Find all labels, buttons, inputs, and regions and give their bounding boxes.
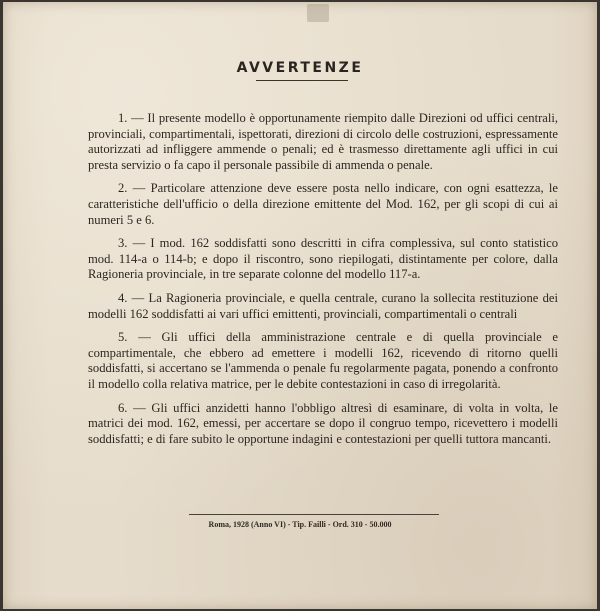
printer-imprint: Roma, 1928 (Anno VI) - Tip. Failli - Ord. 310 - 50.000	[208, 520, 392, 529]
document-page	[3, 2, 597, 609]
paragraph-3: 3. — I mod. 162 soddisfatti sono descritti in cifra complessiva, sul conto statistico mod. 114-a o 114-b; e dopo il riscontro, sono riepilogati, distintamente per colore, dalla Ragioneria provinciale, in tre separate colonne del modello 117-a.	[88, 236, 558, 282]
document-body	[88, 111, 558, 455]
paragraph-6: 6. — Gli uffici anzidetti hanno l'obbligo altresì di esaminare, di volta in volta, le matrici dei mod. 162, emessi, per accertare se dopo il congruo tempo, ricevettero i modelli soddisfatti; e di fare subito le opportune indagini e contestazioni per quelli tuttora mancanti.	[88, 400, 558, 446]
stamp-mark	[307, 4, 329, 22]
footer-rule	[189, 514, 439, 515]
document-title: AVVERTENZE	[236, 60, 364, 76]
paragraph-1: 1. — Il presente modello è opportunamente riempito dalle Direzioni od uffici centrali, provinciali, compartimentali, ispettorati, direzioni di circolo delle costruzioni, espressamente autorizzati ad infliggere ammende o penali; ed è trasmesso direttamente agli uffici in cui presta servizio o fa capo il personale passibile di ammenda o penale.	[88, 111, 558, 172]
paragraph-4: 4. — La Ragioneria provinciale, e quella centrale, curano la sollecita restituzione dei modelli 162 soddisfatti ai vari uffici emittenti, provinciali, compartimentali o centrali	[88, 290, 558, 321]
paragraph-2: 2. — Particolare attenzione deve essere posta nello indicare, con ogni esattezza, le caratteristiche dell'ufficio o della direzione emittente del Mod. 162, per gli scopi di cui ai numeri 5 e 6.	[88, 181, 558, 227]
title-underline	[256, 80, 348, 81]
paragraph-5: 5. — Gli uffici della amministrazione centrale e di quella provinciale e compartimentale, che ebbero ad emettere i modelli 162, ricevendo di ritorno quelli soddisfatti, si accertano se l'ammenda o penale fu regolarmente pagata, ponendo a confronto il modello colla relativa matrice, per le debite contestazioni in caso di irregolarità.	[88, 330, 558, 391]
